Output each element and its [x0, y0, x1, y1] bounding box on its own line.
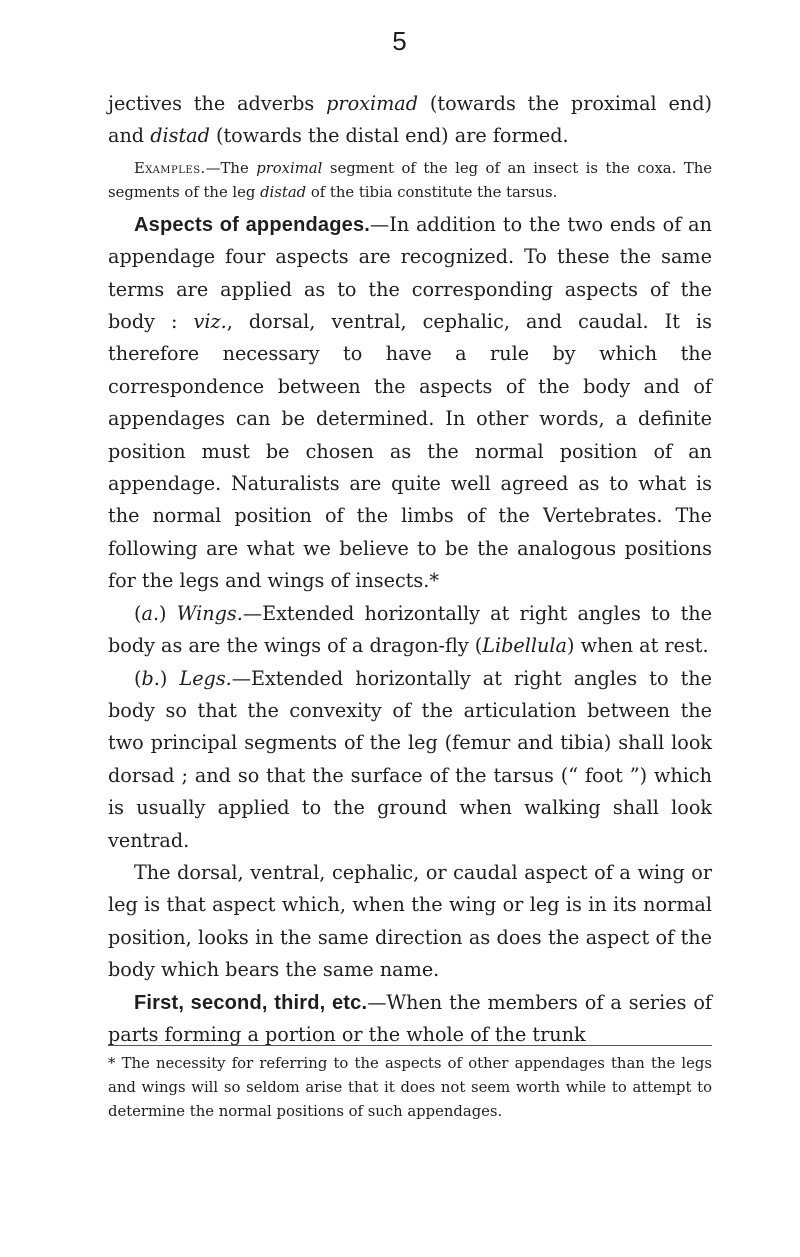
term-proximal: proximal: [256, 159, 323, 177]
paren: (: [134, 601, 142, 625]
item-letter-b: b.: [141, 666, 160, 690]
term-distad: distad: [260, 183, 307, 201]
examples-label: Examples.: [134, 159, 206, 177]
footnote: * The necessity for referring to the aspects of other appendages than the legs and wings will so seldom arise that it does not seem worth while to attempt to determine the normal positions of such appendages.: [108, 1055, 712, 1120]
wings-text: —Extended horizontally at right angles to the body as are the wings of a dragon-fly (: [108, 601, 712, 658]
aspects-text: —In addition to the two ends of an appendage four aspects are recognized. To these the same terms are applied as to the corresponding aspects of the body :: [108, 212, 712, 334]
page-body: [108, 88, 712, 1051]
paren: (: [134, 666, 142, 690]
intro-paragraph: [108, 88, 712, 153]
term-distad: distad: [150, 124, 210, 148]
examples-text: of the tibia constitute the tarsus.: [306, 183, 558, 201]
intro-text: jectives the adverbs: [108, 92, 327, 115]
paren: ): [159, 601, 177, 625]
genus-libellula: Libellula: [482, 634, 567, 658]
legs-paragraph: [108, 663, 712, 857]
examples-text: —The: [205, 159, 257, 177]
first-second-text: —When the members of a series of parts forming a portion or the whole of the trunk: [108, 990, 713, 1046]
item-label-wings: Wings.: [176, 601, 243, 625]
wings-paragraph: [108, 598, 712, 663]
item-letter-a: a.: [141, 601, 160, 625]
rule-paragraph: The dorsal, ventral, cephalic, or caudal aspect of a wing or leg is that aspect which, when the wing or leg is in its normal position, looks in the same direction as does the aspect of the body which bears the same name.: [108, 860, 712, 982]
first-second-paragraph: [108, 987, 712, 1052]
section-heading-aspects: Aspects of appendages.: [134, 213, 371, 236]
item-label-legs: Legs.: [179, 666, 232, 690]
term-viz: viz.: [193, 310, 227, 334]
wings-text: ) when at rest.: [567, 634, 709, 658]
paren: ): [159, 666, 180, 690]
page-number: 5: [392, 26, 408, 56]
term-proximad: proximad: [326, 92, 419, 115]
aspects-paragraph: [108, 209, 712, 598]
intro-text: (towards the distal end) are formed.: [209, 124, 569, 148]
intro-text: (towards the proximal end) and: [108, 92, 712, 148]
section-heading-first-second: First, second, third, etc.: [134, 991, 368, 1014]
legs-text: —Extended horizontally at right angles to the body so that the convexity of the articulation between the two principal segments of the leg (femur and tibia) shall look dorsad ; and so that the surface of the tarsus (“ foot ”) which is usually applied to the ground when walking shall look ventrad.: [108, 666, 712, 852]
footnote-divider: [108, 1045, 712, 1046]
examples-text: segment of the leg of an insect is the coxa. The segments of the leg: [108, 159, 712, 201]
examples-paragraph: [108, 157, 712, 205]
aspects-text: , dorsal, ventral, cephalic, and caudal. It is therefore necessary to have a rule by which the correspondence between the aspects of the body and of appendages can be determined. In other words, a definite position must be chosen as the normal position of an appendage. Naturalists are quite well agreed as to what is the normal position of the limbs of the Vertebrates. The following are what we believe to be the analogous positions for the legs and wings of insects.*: [108, 310, 712, 593]
